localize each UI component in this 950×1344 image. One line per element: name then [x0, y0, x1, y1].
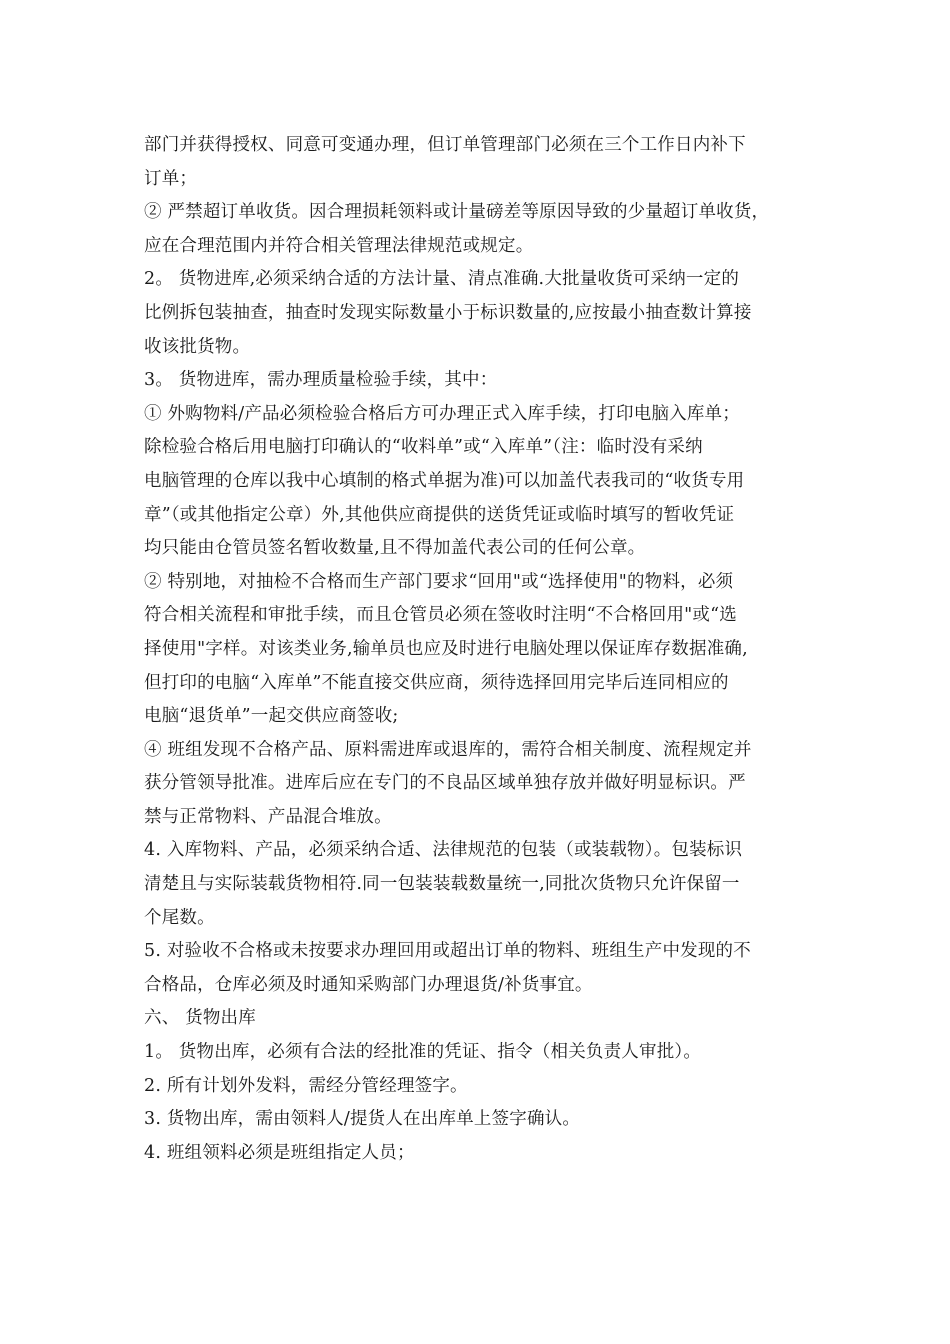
document-body — [144, 129, 816, 1170]
text-line: 禁与正常物料、产品混合堆放。 — [144, 806, 392, 827]
text-line: 均只能由仓管员签名暂收数量,且不得加盖代表公司的任何公章。 — [144, 538, 646, 559]
text-line: 4. 入库物料、产品，必须采纳合适、法律规范的包装（或装载物）。包装标识 — [144, 840, 743, 861]
text-line: 电脑管理的仓库以我中心填制的格式单据为准)可以加盖代表我司的“收货专用 — [144, 470, 745, 491]
text-line: 电脑“退货单”一起交供应商签收; — [144, 706, 399, 727]
text-line: 3。 货物进库，需办理质量检验手续，其中： — [144, 370, 498, 391]
text-line: ① 外购物料/产品必须检验合格后方可办理正式入库手续，打印电脑入库单； — [144, 403, 740, 424]
text-line: 3. 货物出库，需由领料人/提货人在出库单上签字确认。 — [144, 1109, 581, 1130]
text-line: 获分管领导批准。进库后应在专门的不良品区域单独存放并做好明显标识。严 — [144, 773, 746, 794]
text-line: 择使用"字样。对该类业务,输单员也应及时进行电脑处理以保证库存数据准确, — [144, 638, 748, 659]
text-line: 5. 对验收不合格或未按要求办理回用或超出订单的物料、班组生产中发现的不 — [144, 941, 751, 962]
text-line: 2。 货物进库,必须采纳合适的方法计量、清点准确.大批量收货可采纳一定的 — [144, 269, 740, 290]
text-line: 符合相关流程和审批手续，而且仓管员必须在签收时注明“不合格回用"或“选 — [144, 605, 737, 626]
text-line: 合格品，仓库必须及时通知采购部门办理退货/补货事宜。 — [144, 974, 593, 995]
text-line: 比例拆包装抽查，抽查时发现实际数量小于标识数量的,应按最小抽查数计算接 — [144, 302, 752, 323]
text-line: 部门并获得授权、同意可变通办理，但订单管理部门必须在三个工作日内补下 — [144, 135, 746, 155]
text-line: 收该批货物。 — [144, 336, 251, 357]
text-line: 除检验合格后用电脑打印确认的“收料单”或“入库单”（注：临时没有采纳 — [144, 437, 703, 458]
text-line: 个尾数。 — [144, 907, 215, 928]
text-line: ④ 班组发现不合格产品、原料需进库或退库的，需符合相关制度、流程规定并 — [144, 739, 752, 760]
text-line: 清楚且与实际装载货物相符.同一包装装载数量统一,同批次货物只允许保留一 — [144, 874, 740, 895]
text-line: 2. 所有计划外发料，需经分管经理签字。 — [144, 1075, 468, 1096]
text-line: 章”（或其他指定公章）外,其他供应商提供的送货凭证或临时填写的暂收凭证 — [144, 504, 735, 525]
text-line: 1。 货物出库，必须有合法的经批准的凭证、指令（相关负责人审批）。 — [144, 1042, 702, 1063]
text-line: 应在合理范围内并符合相关管理法律规范或规定。 — [144, 235, 534, 256]
text-line: 但打印的电脑“入库单”不能直接交供应商，须待选择回用完毕后连同相应的 — [144, 672, 729, 693]
text-line: 订单； — [144, 168, 198, 189]
section-heading: 六、 货物出库 — [144, 1008, 256, 1029]
text-line: ② 特别地，对抽检不合格而生产部门要求“回用"或“选择使用"的物料，必须 — [144, 571, 734, 592]
text-line: ② 严禁超订单收货。因合理损耗领料或计量磅差等原因导致的少量超订单收货， — [144, 202, 770, 223]
text-line: 4. 班组领料必须是班组指定人员； — [144, 1142, 415, 1163]
